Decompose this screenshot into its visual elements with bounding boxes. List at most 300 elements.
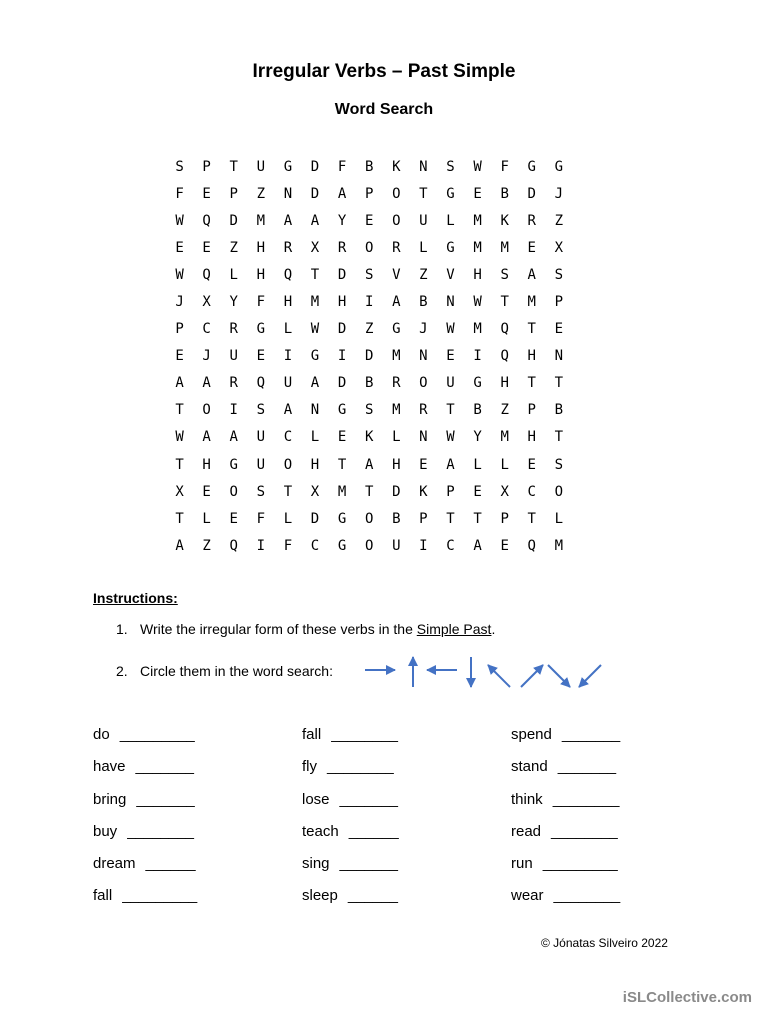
answer-blank: _______	[339, 855, 398, 873]
grid-letter: H	[527, 429, 536, 446]
grid-letter: W	[446, 321, 455, 338]
grid-letter: T	[175, 510, 184, 527]
grid-letter: H	[202, 456, 211, 473]
grid-letter: T	[175, 402, 184, 419]
simple-past-link: Simple Past	[416, 621, 492, 637]
grid-letter: A	[446, 456, 455, 473]
verb-label: wear	[511, 887, 544, 905]
grid-letter: K	[364, 429, 374, 446]
grid-letter: U	[256, 158, 266, 175]
grid-letter: E	[202, 483, 211, 500]
grid-letter: X	[202, 294, 211, 311]
grid-letter: W	[175, 266, 184, 283]
grid-letter: W	[310, 321, 320, 338]
grid-letter: A	[202, 429, 211, 446]
grid-letter: T	[175, 456, 184, 473]
verb-column-2	[302, 725, 399, 919]
grid-letter: D	[337, 321, 347, 338]
grid-letter: Z	[229, 239, 238, 256]
grid-letter: D	[392, 483, 401, 500]
verb-column-1	[93, 725, 197, 919]
grid-letter: P	[364, 185, 374, 202]
grid-letter: O	[419, 375, 428, 392]
grid-letter: M	[500, 239, 509, 256]
grid-letter: L	[283, 321, 293, 338]
grid-letter: U	[446, 375, 455, 392]
grid-letter: G	[337, 402, 347, 419]
grid-letter: S	[500, 266, 509, 283]
grid-letter: M	[337, 483, 347, 500]
grid-letter: I	[337, 348, 347, 365]
grid-letter: I	[419, 537, 428, 554]
grid-letter: H	[283, 294, 293, 311]
grid-letter: S	[554, 456, 564, 473]
verb-row	[511, 854, 620, 886]
grid-letter: V	[392, 266, 401, 283]
grid-letter: T	[337, 456, 347, 473]
grid-letter: F	[256, 294, 266, 311]
grid-letter: S	[256, 483, 266, 500]
grid-letter: R	[229, 321, 238, 338]
verb-label: think	[511, 790, 543, 808]
grid-letter: E	[554, 321, 564, 338]
grid-letter: B	[419, 294, 428, 311]
grid-letter: L	[310, 429, 320, 446]
grid-letter: E	[202, 239, 211, 256]
verb-label: run	[511, 855, 533, 873]
copyright-text: © Jónatas Silveiro 2022	[541, 936, 668, 950]
grid-letter: J	[419, 321, 428, 338]
grid-letter: T	[446, 510, 455, 527]
grid-letter: T	[554, 375, 564, 392]
grid-letter: D	[229, 212, 238, 229]
answer-blank: ________	[553, 887, 621, 905]
grid-letter: M	[527, 294, 536, 311]
grid-letter: C	[283, 429, 293, 446]
grid-letter: E	[527, 239, 536, 256]
grid-letter: T	[364, 483, 374, 500]
instruction-text: Circle them in the word search:	[140, 663, 333, 679]
verb-row	[302, 757, 399, 789]
grid-letter: N	[419, 348, 428, 365]
answer-blank: ________	[127, 822, 194, 840]
grid-letter: O	[364, 239, 374, 256]
instruction-item-1	[116, 621, 495, 637]
grid-letter: X	[310, 239, 320, 256]
verb-row	[511, 725, 620, 757]
verb-row	[511, 822, 620, 854]
grid-letter: T	[473, 510, 482, 527]
grid-letter: Z	[202, 537, 211, 554]
grid-letter: H	[527, 348, 536, 365]
verb-row	[93, 725, 197, 757]
grid-letter: T	[446, 402, 455, 419]
grid-letter: H	[256, 239, 266, 256]
grid-letter: A	[473, 537, 482, 554]
grid-letter: P	[419, 510, 428, 527]
answer-blank: ________	[552, 790, 620, 808]
answer-blank: ______	[145, 855, 196, 873]
grid-letter: P	[554, 294, 564, 311]
verb-label: sing	[302, 855, 330, 873]
grid-letter: D	[337, 266, 347, 283]
grid-letter: H	[500, 375, 509, 392]
page-subtitle: Word Search	[334, 101, 434, 118]
grid-letter: J	[202, 348, 211, 365]
answer-blank: ________	[331, 726, 398, 743]
instruction-number: 1.	[116, 621, 128, 637]
grid-letter: D	[337, 375, 347, 392]
grid-letter: O	[392, 185, 401, 202]
grid-letter: R	[392, 239, 401, 256]
grid-letter: Q	[202, 212, 211, 229]
grid-letter: F	[283, 537, 293, 554]
grid-letter: X	[175, 483, 184, 500]
verb-row	[93, 886, 197, 918]
grid-letter: A	[310, 375, 320, 392]
grid-letter: E	[500, 537, 509, 554]
grid-letter: Z	[419, 266, 428, 283]
page-title: Irregular Verbs – Past Simple	[252, 61, 516, 82]
grid-letter: P	[500, 510, 509, 527]
answer-blank: _______	[339, 790, 398, 808]
verb-label: lose	[302, 790, 330, 808]
answer-blank: _________	[542, 855, 618, 873]
verb-column-3	[511, 725, 620, 919]
answer-blank: ________	[551, 822, 618, 840]
grid-letter: N	[554, 348, 564, 365]
grid-letter: R	[229, 375, 238, 392]
grid-letter: G	[473, 375, 482, 392]
grid-letter: S	[175, 158, 184, 175]
grid-letter: O	[554, 483, 564, 500]
grid-letter: S	[364, 266, 374, 283]
grid-letter: E	[256, 348, 266, 365]
grid-letter: D	[310, 158, 320, 175]
grid-letter: P	[202, 158, 211, 175]
grid-letter: Y	[337, 212, 347, 229]
grid-letter: I	[364, 294, 374, 311]
answer-blank: ______	[347, 887, 398, 905]
grid-letter: U	[419, 212, 428, 229]
grid-letter: T	[527, 375, 536, 392]
grid-letter: X	[554, 239, 564, 256]
grid-letter: P	[175, 321, 184, 338]
answer-blank: _______	[561, 726, 621, 743]
grid-letter: E	[446, 348, 455, 365]
answer-blank: ______	[348, 822, 399, 840]
answer-blank: ________	[327, 758, 394, 776]
grid-letter: S	[256, 402, 266, 419]
verb-label: read	[511, 822, 542, 840]
grid-letter: Y	[473, 429, 482, 446]
grid-letter: H	[337, 294, 347, 311]
grid-letter: L	[202, 510, 211, 527]
grid-letter: M	[473, 212, 482, 229]
grid-letter: K	[419, 483, 428, 500]
grid-letter: O	[392, 212, 401, 229]
word-search-grid	[166, 153, 572, 559]
verb-label: fly	[302, 758, 317, 776]
grid-letter: L	[500, 456, 509, 473]
answer-blank: _________	[119, 726, 195, 743]
verb-row	[93, 790, 197, 822]
grid-letter: H	[256, 266, 266, 283]
grid-letter: U	[229, 348, 238, 365]
grid-letter: T	[500, 294, 509, 311]
grid-letter: F	[175, 185, 184, 202]
grid-letter: O	[202, 402, 211, 419]
grid-letter: G	[310, 348, 320, 365]
grid-letter: P	[527, 402, 536, 419]
grid-letter: M	[500, 429, 509, 446]
grid-letter: B	[364, 375, 374, 392]
grid-letter: R	[527, 212, 536, 229]
grid-letter: I	[229, 402, 238, 419]
verb-label: dream	[93, 855, 136, 873]
grid-letter: W	[175, 212, 184, 229]
instruction-number: 2.	[116, 663, 128, 679]
grid-letter: T	[419, 185, 428, 202]
grid-letter: A	[337, 185, 347, 202]
verb-row	[511, 790, 620, 822]
grid-letter: S	[554, 266, 564, 283]
grid-letter: E	[175, 348, 184, 365]
grid-letter: Q	[500, 348, 509, 365]
grid-letter: M	[392, 348, 401, 365]
arrow-down-left-icon	[579, 665, 601, 687]
grid-letter: I	[256, 537, 266, 554]
grid-letter: T	[310, 266, 320, 283]
grid-letter: Z	[364, 321, 374, 338]
verb-label: fall	[93, 887, 113, 905]
grid-letter: L	[446, 212, 455, 229]
arrow-up-left-icon	[488, 665, 510, 687]
answer-blank: _______	[557, 758, 617, 776]
grid-letter: Z	[554, 212, 564, 229]
grid-letter: E	[202, 185, 211, 202]
grid-letter: A	[527, 266, 536, 283]
grid-letter: R	[283, 239, 293, 256]
grid-letter: F	[337, 158, 347, 175]
grid-letter: N	[446, 294, 455, 311]
grid-letter: B	[392, 510, 401, 527]
grid-letter: C	[446, 537, 455, 554]
grid-letter: T	[229, 158, 238, 175]
grid-letter: T	[527, 321, 536, 338]
grid-letter: E	[229, 510, 238, 527]
grid-letter: D	[527, 185, 536, 202]
grid-letter: O	[229, 483, 238, 500]
grid-letter: E	[419, 456, 428, 473]
grid-letter: K	[500, 212, 509, 229]
grid-letter: D	[310, 185, 320, 202]
instruction-end: .	[491, 621, 496, 637]
grid-letter: D	[364, 348, 374, 365]
grid-letter: Q	[500, 321, 509, 338]
grid-letter: C	[527, 483, 536, 500]
grid-letter: G	[256, 321, 266, 338]
answer-blank: _______	[136, 790, 195, 808]
grid-letter: G	[283, 158, 293, 175]
grid-letter: H	[473, 266, 482, 283]
verb-row	[93, 854, 197, 886]
grid-letter: C	[310, 537, 320, 554]
grid-letter: U	[392, 537, 401, 554]
grid-letter: M	[473, 239, 482, 256]
grid-letter: O	[364, 537, 374, 554]
grid-letter: Q	[256, 375, 266, 392]
grid-letter: A	[310, 212, 320, 229]
grid-letter: Z	[256, 185, 266, 202]
grid-letter: O	[364, 510, 374, 527]
grid-letter: A	[283, 212, 293, 229]
grid-letter: Y	[229, 294, 238, 311]
grid-letter: L	[392, 429, 401, 446]
watermark: iSLCollective.com	[622, 989, 752, 1006]
grid-letter: L	[473, 456, 482, 473]
grid-letter: G	[229, 456, 238, 473]
grid-letter: M	[256, 212, 266, 229]
grid-letter: I	[283, 348, 293, 365]
grid-letter: B	[473, 402, 482, 419]
grid-letter: N	[283, 185, 293, 202]
verb-label: spend	[511, 726, 552, 743]
grid-letter: U	[256, 429, 266, 446]
grid-letter: H	[310, 456, 320, 473]
grid-letter: W	[175, 429, 184, 446]
verb-row	[302, 822, 399, 854]
grid-letter: B	[500, 185, 509, 202]
grid-letter: P	[229, 185, 238, 202]
grid-letter: B	[554, 402, 564, 419]
verb-row	[302, 790, 399, 822]
arrow-up-right-icon	[521, 665, 543, 687]
grid-letter: X	[500, 483, 509, 500]
verb-label: buy	[93, 822, 118, 840]
arrow-down-right-icon	[548, 665, 570, 687]
grid-letter: D	[310, 510, 320, 527]
grid-letter: R	[392, 375, 401, 392]
grid-letter: M	[473, 321, 482, 338]
grid-letter: S	[364, 402, 374, 419]
grid-letter: A	[175, 537, 184, 554]
verb-label: do	[93, 726, 110, 743]
grid-letter: G	[446, 185, 455, 202]
grid-letter: Q	[202, 266, 211, 283]
grid-letter: J	[175, 294, 184, 311]
instruction-item-2	[116, 663, 333, 679]
grid-letter: A	[229, 429, 238, 446]
grid-letter: A	[364, 456, 374, 473]
grid-letter: M	[310, 294, 320, 311]
grid-letter: A	[283, 402, 293, 419]
grid-letter: Q	[229, 537, 238, 554]
grid-letter: O	[283, 456, 293, 473]
grid-letter: N	[419, 429, 428, 446]
grid-letter: Q	[527, 537, 536, 554]
grid-letter: F	[256, 510, 266, 527]
grid-letter: K	[392, 158, 401, 175]
grid-letter: W	[473, 294, 482, 311]
grid-letter: G	[446, 239, 455, 256]
verb-row	[93, 822, 197, 854]
grid-letter: E	[364, 212, 374, 229]
grid-letter: A	[202, 375, 211, 392]
grid-letter: G	[337, 537, 347, 554]
grid-letter: R	[337, 239, 347, 256]
verb-label: fall	[302, 726, 322, 743]
grid-letter: G	[337, 510, 347, 527]
grid-letter: E	[337, 429, 347, 446]
grid-letter: B	[364, 158, 374, 175]
grid-letter: X	[310, 483, 320, 500]
verb-label: sleep	[302, 887, 338, 905]
answer-blank: _______	[135, 758, 194, 776]
grid-letter: E	[473, 483, 482, 500]
grid-letter: J	[554, 185, 564, 202]
grid-letter: Z	[500, 402, 509, 419]
verb-label: stand	[511, 758, 548, 776]
grid-letter: N	[419, 158, 428, 175]
grid-letter: W	[473, 158, 482, 175]
grid-letter: L	[554, 510, 564, 527]
grid-letter: E	[527, 456, 536, 473]
grid-letter: A	[175, 375, 184, 392]
grid-letter: F	[500, 158, 509, 175]
grid-letter: V	[446, 266, 455, 283]
grid-letter: T	[554, 429, 564, 446]
grid-letter: G	[527, 158, 536, 175]
instruction-text: Write the irregular form of these verbs in the	[140, 621, 413, 637]
grid-letter: U	[256, 456, 266, 473]
instructions-heading: Instructions:	[93, 590, 178, 606]
grid-letter: G	[392, 321, 401, 338]
grid-letter: S	[446, 158, 455, 175]
grid-letter: T	[283, 483, 293, 500]
verb-row	[302, 886, 399, 918]
grid-letter: L	[283, 510, 293, 527]
grid-letter: I	[473, 348, 482, 365]
direction-arrows	[363, 655, 608, 691]
verb-label: bring	[93, 790, 127, 808]
grid-letter: N	[310, 402, 320, 419]
grid-letter: Q	[283, 266, 293, 283]
verb-row	[93, 757, 197, 789]
grid-letter: U	[283, 375, 293, 392]
grid-letter: R	[419, 402, 428, 419]
answer-blank: _________	[122, 887, 198, 905]
grid-letter: T	[527, 510, 536, 527]
grid-letter: W	[446, 429, 455, 446]
grid-letter: E	[473, 185, 482, 202]
verb-row	[511, 757, 620, 789]
verb-label: teach	[302, 822, 339, 840]
grid-letter: C	[202, 321, 211, 338]
grid-letter: M	[392, 402, 401, 419]
verb-row	[302, 725, 399, 757]
grid-letter: P	[446, 483, 455, 500]
verb-label: have	[93, 758, 126, 776]
verb-row	[511, 886, 620, 918]
grid-letter: G	[554, 158, 564, 175]
grid-letter: L	[229, 266, 238, 283]
grid-letter: M	[554, 537, 564, 554]
grid-letter: L	[419, 239, 428, 256]
grid-letter: E	[175, 239, 184, 256]
grid-letter: A	[392, 294, 401, 311]
verb-row	[302, 854, 399, 886]
